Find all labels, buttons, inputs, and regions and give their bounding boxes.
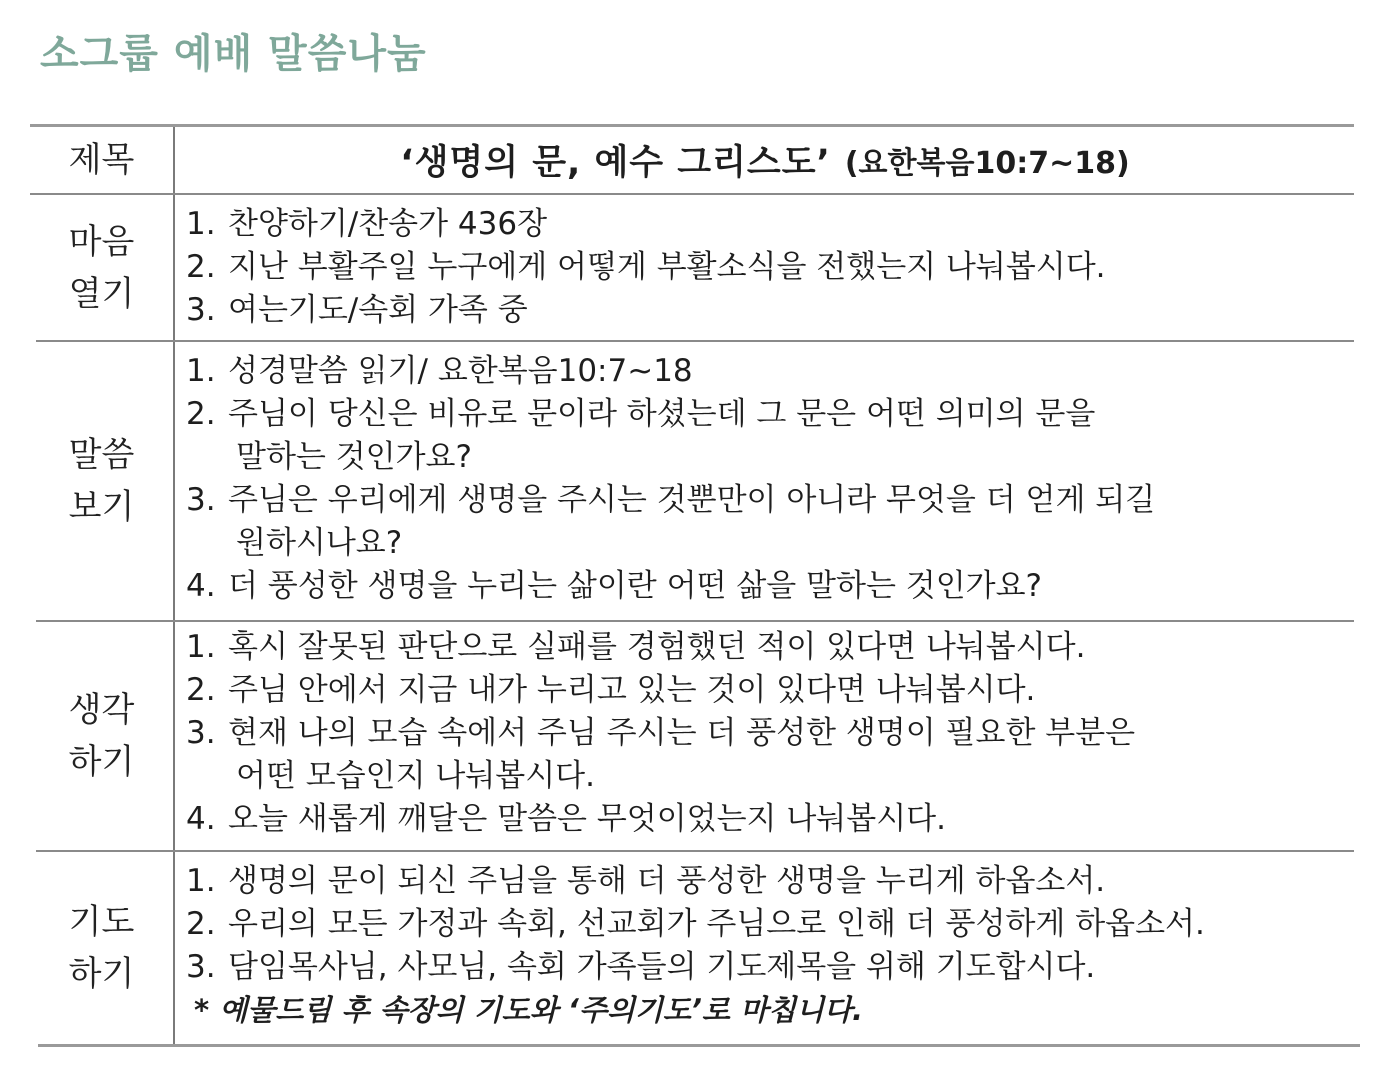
- item-number: 3.: [186, 292, 216, 328]
- section-label-open-heart: [30, 195, 173, 340]
- list-item: [186, 946, 1346, 989]
- list-item: [186, 712, 1346, 755]
- title-row-label: [30, 127, 173, 193]
- item-number: 2.: [186, 249, 216, 285]
- item-text: 주님 안에서 지금 내가 누리고 있는 것이 있다면 나눠봅시다.: [228, 672, 1036, 708]
- title-cell: [175, 127, 1355, 193]
- section-label-line: 하기: [68, 742, 135, 782]
- item-text: 생명의 문이 되신 주님을 통해 더 풍성한 생명을 누리게 하옵소서.: [228, 863, 1106, 899]
- row-divider: [36, 850, 1354, 852]
- section-label-line: 생각: [68, 690, 135, 730]
- item-text: 주님이 당신은 비유로 문이라 하셨는데 그 문은 어떤 의미의 문을: [228, 396, 1096, 432]
- section-content-read-word: [186, 350, 1346, 608]
- item-text-continuation: 어떤 모습인지 나눠봅시다.: [236, 758, 595, 794]
- item-number: 3.: [186, 715, 216, 751]
- list-item: [186, 798, 1346, 841]
- item-text: 오늘 새롭게 깨달은 말씀은 무엇이었는지 나눠봅시다.: [228, 801, 946, 837]
- item-text: 담임목사님, 사모님, 속회 가족들의 기도제목을 위해 기도합시다.: [228, 949, 1096, 985]
- list-item: [186, 289, 1346, 332]
- title-label: 제목: [68, 140, 135, 180]
- list-item: [186, 669, 1346, 712]
- item-text: 지난 부활주일 누구에게 어떻게 부활소식을 전했는지 나눠봅시다.: [228, 249, 1106, 285]
- item-number: 4.: [186, 568, 216, 604]
- item-number: 1.: [186, 629, 216, 665]
- list-item: [186, 393, 1346, 436]
- table-bottom-rule: [38, 1044, 1360, 1047]
- item-text: 더 풍성한 생명을 누리는 삶이란 어떤 삶을 말하는 것인가요?: [228, 568, 1042, 604]
- row-divider: [30, 193, 1354, 195]
- item-text-continuation: 말하는 것인가요?: [236, 439, 472, 475]
- section-label-line: 기도: [68, 902, 135, 942]
- section-content-reflect: [186, 626, 1346, 841]
- section-label-line: 하기: [68, 954, 135, 994]
- list-item: [186, 479, 1346, 522]
- list-item: [186, 626, 1346, 669]
- list-item: [186, 565, 1346, 608]
- item-text-continuation: 원하시나요?: [236, 525, 403, 561]
- row-divider: [36, 620, 1354, 622]
- item-number: 2.: [186, 906, 216, 942]
- section-label-reflect: [30, 622, 173, 850]
- item-number: 1.: [186, 206, 216, 242]
- list-item: [186, 860, 1346, 903]
- section-label-line: 마음: [68, 221, 135, 262]
- item-number: 2.: [186, 672, 216, 708]
- section-label-read-word: [30, 342, 173, 620]
- item-text: 찬양하기/찬송가 436장: [228, 206, 548, 242]
- list-item: [186, 350, 1346, 393]
- item-text: 혹시 잘못된 판단으로 실패를 경험했던 적이 있다면 나눠봅시다.: [228, 629, 1086, 665]
- item-number: 4.: [186, 801, 216, 837]
- item-number: 1.: [186, 863, 216, 899]
- item-text: 성경말씀 읽기/ 요한복음10:7~18: [228, 353, 693, 389]
- closing-note: * 예물드림 후 속장의 기도와 ‘주의기도’로 마칩니다.: [194, 993, 864, 1027]
- page-heading: 소그룹 예배 말씀나눔: [40, 31, 427, 77]
- section-content-open-heart: [186, 203, 1346, 332]
- list-item: [186, 246, 1346, 289]
- row-divider: [36, 340, 1354, 342]
- section-label-line: 열기: [68, 273, 135, 314]
- section-label-pray: [30, 852, 173, 1044]
- list-item: [186, 903, 1346, 946]
- section-label-line: 보기: [68, 487, 135, 527]
- item-number: 2.: [186, 396, 216, 432]
- item-text: 주님은 우리에게 생명을 주시는 것뿐만이 아니라 무엇을 더 얻게 되길: [228, 482, 1156, 518]
- item-number: 3.: [186, 949, 216, 985]
- item-text: 현재 나의 모습 속에서 주님 주시는 더 풍성한 생명이 필요한 부분은: [228, 715, 1136, 751]
- section-label-line: 말씀: [68, 435, 135, 475]
- scripture-reference: (요한복음10:7~18): [844, 146, 1130, 181]
- item-text: 여는기도/속회 가족 중: [228, 292, 528, 328]
- column-divider: [173, 127, 175, 1044]
- section-content-pray: [186, 860, 1346, 1032]
- item-number: 1.: [186, 353, 216, 389]
- item-number: 3.: [186, 482, 216, 518]
- sermon-title: ‘생명의 문, 예수 그리스도’: [400, 143, 831, 183]
- list-item: [186, 203, 1346, 246]
- item-text: 우리의 모든 가정과 속회, 선교회가 주님으로 인해 더 풍성하게 하옵소서.: [228, 906, 1205, 942]
